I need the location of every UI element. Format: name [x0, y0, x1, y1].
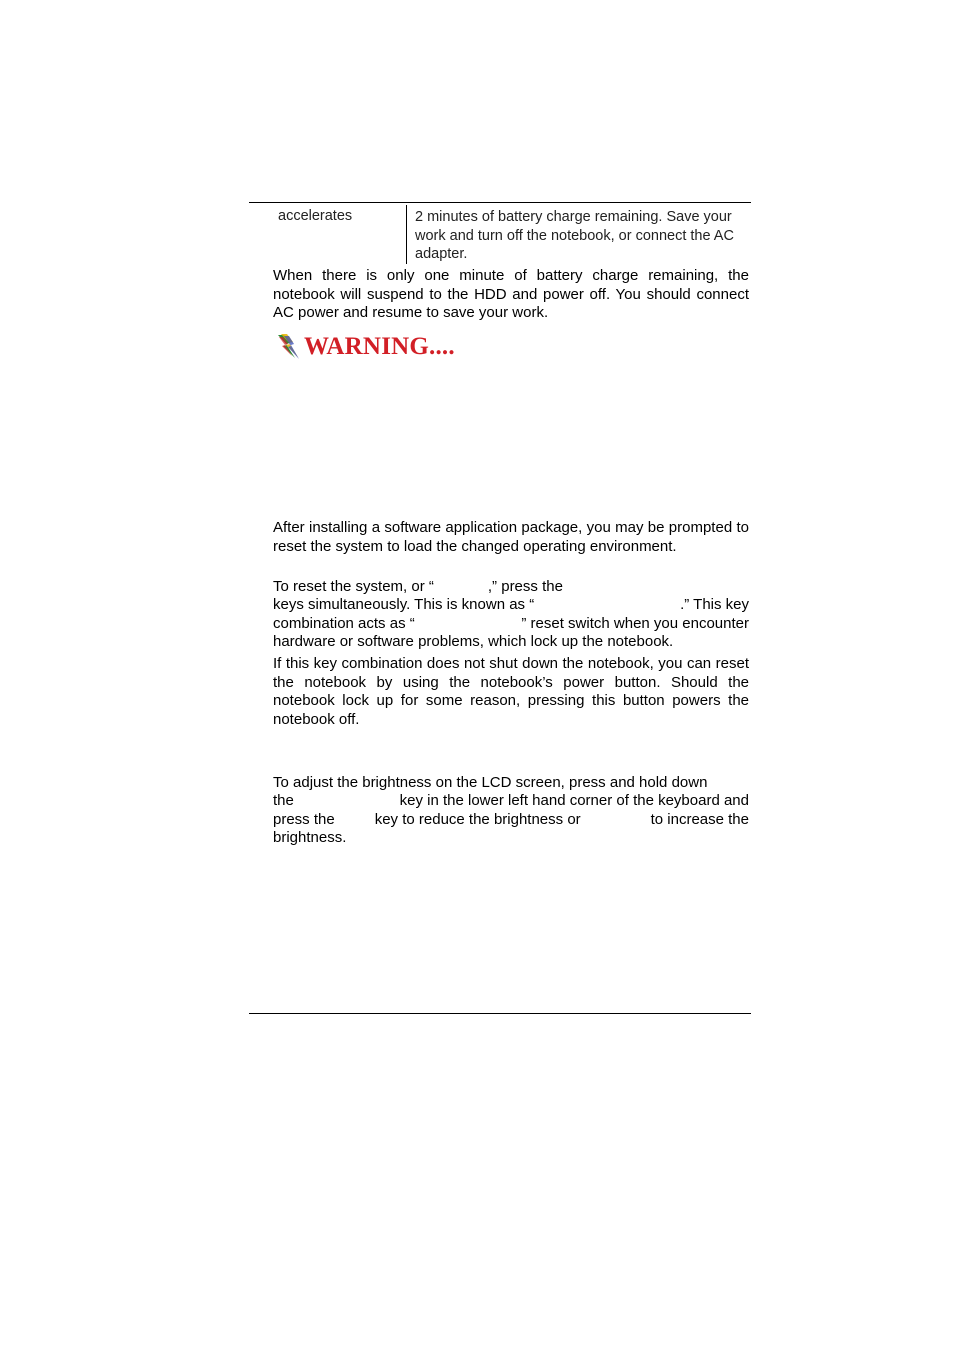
reset-line-3: combination acts as “ ” reset switch when you encounter: [273, 615, 749, 632]
reset-paragraph-1: After installing a software application package, you may be prompted to reset the system to load the changed operating environment.: [273, 519, 749, 555]
reset-paragraph-3: If this key combination does not shut down the notebook, you can reset the notebook by using the notebook’s power button. Should the notebook lock up for some reason, pressing this button powers the notebook off.: [273, 655, 749, 728]
lightning-bolt-icon: [276, 333, 302, 361]
table-left-cell: accelerates: [278, 208, 353, 224]
table-right-cell: 2 minutes of battery charge remaining. Save your work and turn off the notebook, or connect the AC adapter.: [415, 209, 734, 262]
brightness-line-3: press the key to reduce the brightness or to increase the: [273, 811, 749, 828]
reset-line-4: hardware or software problems, which lock up the notebook.: [273, 633, 674, 650]
table-divider: [406, 205, 407, 264]
brightness-line-2: the key in the lower left hand corner of the keyboard and: [273, 792, 749, 809]
warning-banner: [276, 333, 476, 363]
brightness-line-4: brightness.: [273, 829, 347, 846]
battery-table-row: [272, 205, 749, 263]
header-rule: [249, 202, 751, 203]
footer-rule: [249, 1013, 751, 1014]
reset-line-1: To reset the system, or “ ,” press the: [273, 578, 563, 595]
brightness-line-1: To adjust the brightness on the LCD screen, press and hold down: [273, 774, 708, 791]
battery-paragraph: When there is only one minute of battery charge remaining, the notebook will suspend to the HDD and power off. You should connect AC power and resume to save your work.: [273, 267, 749, 321]
reset-line-2: keys simultaneously. This is known as “ .” This key: [273, 596, 749, 613]
warning-label: WARNING....: [304, 333, 455, 360]
